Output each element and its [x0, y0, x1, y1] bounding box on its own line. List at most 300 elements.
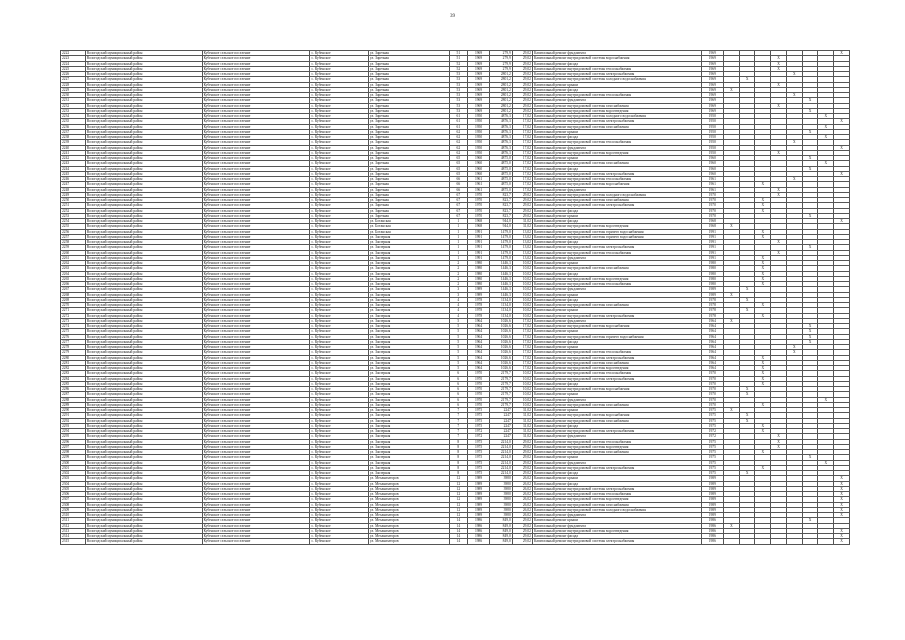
street-cell: ул. Заозерная: [368, 266, 449, 271]
area-cell: 849,0: [490, 539, 512, 544]
town-cell: с. Кубенское: [310, 56, 368, 61]
area-cell: 3980: [490, 481, 512, 486]
area-cell: 4876,3: [490, 119, 512, 124]
period-mark-cell: X: [834, 119, 850, 124]
row-number: 2224: [61, 61, 86, 66]
cost-cell: 17,02: [512, 145, 532, 150]
year-cell: 1950: [467, 150, 489, 155]
row-number: 2312: [61, 523, 86, 528]
cost-cell: 17,02: [512, 177, 532, 182]
plan-year-cell: 1950: [701, 119, 723, 124]
year-cell: 1986: [467, 528, 489, 533]
area-cell: 2247: [490, 423, 512, 428]
period-mark-cell: X: [802, 108, 818, 113]
town-cell: с. Кубенское: [310, 518, 368, 523]
work-type-cell: Капитальный ремонт фасада: [532, 481, 701, 486]
plan-year-cell: 1972: [701, 434, 723, 439]
plan-year-cell: 1989: [701, 507, 723, 512]
house-cell: 8: [449, 460, 467, 465]
cost-cell: 26,02: [512, 502, 532, 507]
region-cell: Вологодский муниципальный район: [85, 234, 202, 239]
year-cell: 1964: [467, 355, 489, 360]
settlement-cell: Кубенское сельское поселение: [202, 324, 310, 329]
area-cell: 2214,0: [490, 450, 512, 455]
year-cell: 1964: [467, 324, 489, 329]
plan-year-cell: 1970: [701, 198, 723, 203]
cost-cell: 17,02: [512, 318, 532, 323]
area-cell: 4876,3: [490, 135, 512, 140]
row-number: 2297: [61, 444, 86, 449]
town-cell: с. Кубенское: [310, 98, 368, 103]
settlement-cell: Кубенское сельское поселение: [202, 439, 310, 444]
street-cell: ул. Заозерная: [368, 334, 449, 339]
period-mark-cell: X: [802, 98, 818, 103]
year-cell: 1978: [467, 297, 489, 302]
town-cell: с. Кубенское: [310, 402, 368, 407]
street-cell: ул. Заречная: [368, 108, 449, 113]
region-cell: Вологодский муниципальный район: [85, 297, 202, 302]
row-number: 2279: [61, 350, 86, 355]
town-cell: с. Кубенское: [310, 234, 368, 239]
cost-cell: 29,02: [512, 518, 532, 523]
settlement-cell: Кубенское сельское поселение: [202, 460, 310, 465]
year-cell: 1969: [467, 82, 489, 87]
settlement-cell: Кубенское сельское поселение: [202, 229, 310, 234]
plan-year-cell: 1964: [701, 318, 723, 323]
area-cell: 1026,6: [490, 355, 512, 360]
house-cell: 12: [449, 481, 467, 486]
area-cell: 2214,0: [490, 444, 512, 449]
period-mark-cell: X: [755, 381, 771, 386]
town-cell: с. Кубенское: [310, 497, 368, 502]
row-number: 2264: [61, 271, 86, 276]
period-mark-cell: X: [834, 528, 850, 533]
area-cell: 1026,6: [490, 350, 512, 355]
plan-year-cell: 1989: [701, 502, 723, 507]
row-number: 2274: [61, 324, 86, 329]
town-cell: с. Кубенское: [310, 192, 368, 197]
region-cell: Вологодский муниципальный район: [85, 471, 202, 476]
region-cell: Вологодский муниципальный район: [85, 360, 202, 365]
work-type-cell: Капитальный ремонт фасада: [532, 219, 701, 224]
period-mark-cell: X: [818, 135, 834, 140]
region-cell: Вологодский муниципальный район: [85, 486, 202, 491]
settlement-cell: Кубенское сельское поселение: [202, 135, 310, 140]
row-number: 2223: [61, 56, 86, 61]
work-type-cell: Капитальный ремонт фасада: [532, 271, 701, 276]
year-cell: 1964: [467, 339, 489, 344]
work-type-cell: Капитальный ремонт внутридомовой системы теплоснабжения: [532, 177, 701, 182]
town-cell: с. Кубенское: [310, 72, 368, 77]
street-cell: ул. Заречная: [368, 177, 449, 182]
year-cell: 1969: [467, 103, 489, 108]
town-cell: с. Кубенское: [310, 114, 368, 119]
year-cell: 1980: [467, 266, 489, 271]
cost-cell: 29,02: [512, 192, 532, 197]
street-cell: ул. Механизаторов: [368, 523, 449, 528]
row-number: 2273: [61, 318, 86, 323]
row-number: 2238: [61, 135, 86, 140]
plan-year-cell: 1950: [701, 150, 723, 155]
area-cell: 2247: [490, 429, 512, 434]
settlement-cell: Кубенское сельское поселение: [202, 192, 310, 197]
street-cell: ул. Заозерная: [368, 350, 449, 355]
region-cell: Вологодский муниципальный район: [85, 255, 202, 260]
house-cell: 12: [449, 492, 467, 497]
work-type-cell: Капитальный ремонт крыши: [532, 392, 701, 397]
year-cell: 1970: [467, 371, 489, 376]
street-cell: ул. Заозерная: [368, 392, 449, 397]
street-cell: ул. Заозерная: [368, 423, 449, 428]
year-cell: 1950: [467, 140, 489, 145]
town-cell: с. Кубенское: [310, 171, 368, 176]
year-cell: 1950: [467, 145, 489, 150]
settlement-cell: Кубенское сельское поселение: [202, 371, 310, 376]
town-cell: с. Кубенское: [310, 450, 368, 455]
period-mark-cell: X: [755, 234, 771, 239]
period-mark-cell: X: [818, 161, 834, 166]
region-cell: Вологодский муниципальный район: [85, 135, 202, 140]
town-cell: с. Кубенское: [310, 297, 368, 302]
year-cell: 1964: [467, 329, 489, 334]
plan-year-cell: 1970: [701, 392, 723, 397]
year-cell: 1980: [467, 276, 489, 281]
plan-year-cell: 1975: [701, 450, 723, 455]
town-cell: с. Кубенское: [310, 51, 368, 56]
row-number: 2302: [61, 471, 86, 476]
plan-year-cell: 1964: [701, 329, 723, 334]
cost-cell: 31,02: [512, 408, 532, 413]
street-cell: ул. Заозерная: [368, 376, 449, 381]
cost-cell: 31,02: [512, 219, 532, 224]
town-cell: с. Кубенское: [310, 486, 368, 491]
settlement-cell: Кубенское сельское поселение: [202, 161, 310, 166]
cost-cell: 29,02: [512, 108, 532, 113]
period-mark-cell: X: [802, 166, 818, 171]
street-cell: ул. Заозерная: [368, 345, 449, 350]
row-number: 2284: [61, 376, 86, 381]
row-number: 2276: [61, 334, 86, 339]
plan-year-cell: 1969: [701, 61, 723, 66]
plan-year-cell: 1980: [701, 282, 723, 287]
town-cell: с. Кубенское: [310, 156, 368, 161]
plan-year-cell: 1989: [701, 492, 723, 497]
year-cell: 1969: [467, 87, 489, 92]
area-cell: 4875,0: [490, 161, 512, 166]
house-cell: 12: [449, 476, 467, 481]
house-cell: 7: [449, 418, 467, 423]
region-cell: Вологодский муниципальный район: [85, 171, 202, 176]
house-cell: 7: [449, 413, 467, 418]
plan-year-cell: 1960: [701, 171, 723, 176]
town-cell: с. Кубенское: [310, 77, 368, 82]
street-cell: ул. Ботанская: [368, 224, 449, 229]
house-cell: 12: [449, 507, 467, 512]
area-cell: 1479,0: [490, 250, 512, 255]
work-type-cell: Капитальный ремонт внутридомовой системы горячего водоснабжения: [532, 234, 701, 239]
house-cell: 65: [449, 166, 467, 171]
cost-cell: 17,02: [512, 114, 532, 119]
period-mark-cell: X: [786, 350, 802, 355]
area-cell: 279,9: [490, 66, 512, 71]
row-number: 2268: [61, 292, 86, 297]
area-cell: 2247: [490, 434, 512, 439]
work-type-cell: Капитальный ремонт фасада: [532, 381, 701, 386]
settlement-cell: Кубенское сельское поселение: [202, 203, 310, 208]
region-cell: Вологодский муниципальный район: [85, 98, 202, 103]
settlement-cell: Кубенское сельское поселение: [202, 266, 310, 271]
cost-cell: 29,02: [512, 93, 532, 98]
work-type-cell: Капитальный ремонт внутридомовой системы водоотведения: [532, 224, 701, 229]
work-type-cell: Капитальный ремонт внутридомовой системы электроснабжения: [532, 119, 701, 124]
region-cell: Вологодский муниципальный район: [85, 229, 202, 234]
work-type-cell: Капитальный ремонт фасада: [532, 471, 701, 476]
plan-year-cell: 1961: [701, 177, 723, 182]
street-cell: ул. Заречная: [368, 166, 449, 171]
house-cell: 1: [449, 255, 467, 260]
area-cell: 1446,3: [490, 287, 512, 292]
plan-year-cell: 1991: [701, 255, 723, 260]
town-cell: с. Кубенское: [310, 276, 368, 281]
area-cell: 1479,0: [490, 255, 512, 260]
street-cell: ул. Заозерная: [368, 402, 449, 407]
row-number: 2254: [61, 219, 86, 224]
town-cell: с. Кубенское: [310, 460, 368, 465]
town-cell: с. Кубенское: [310, 397, 368, 402]
town-cell: с. Кубенское: [310, 408, 368, 413]
year-cell: 1970: [467, 387, 489, 392]
year-cell: 1969: [467, 72, 489, 77]
settlement-cell: Кубенское сельское поселение: [202, 98, 310, 103]
town-cell: с. Кубенское: [310, 434, 368, 439]
settlement-cell: Кубенское сельское поселение: [202, 119, 310, 124]
row-number: 2296: [61, 439, 86, 444]
period-mark-cell: X: [771, 61, 787, 66]
settlement-cell: Кубенское сельское поселение: [202, 355, 310, 360]
house-cell: 4: [449, 297, 467, 302]
town-cell: с. Кубенское: [310, 140, 368, 145]
street-cell: ул. Заозерная: [368, 313, 449, 318]
cost-cell: 10,02: [512, 297, 532, 302]
year-cell: 1989: [467, 481, 489, 486]
cost-cell: 17,02: [512, 156, 532, 161]
row-number: 2285: [61, 381, 86, 386]
year-cell: 1978: [467, 313, 489, 318]
period-mark-cell: X: [739, 471, 755, 476]
work-type-cell: Капитальный ремонт внутридомовой системы газоснабжения: [532, 124, 701, 129]
area-cell: 2247: [490, 418, 512, 423]
row-number: 2286: [61, 387, 86, 392]
town-cell: с. Кубенское: [310, 366, 368, 371]
year-cell: 1950: [467, 114, 489, 119]
region-cell: Вологодский муниципальный район: [85, 476, 202, 481]
row-number: 2315: [61, 539, 86, 544]
house-cell: 1: [449, 224, 467, 229]
cost-cell: 10,02: [512, 271, 532, 276]
work-type-cell: Капитальный ремонт крыши: [532, 345, 701, 350]
area-cell: 3980: [490, 486, 512, 491]
town-cell: с. Кубенское: [310, 103, 368, 108]
period-mark-cell: X: [771, 434, 787, 439]
plan-year-cell: 1989: [701, 476, 723, 481]
town-cell: с. Кубенское: [310, 187, 368, 192]
town-cell: с. Кубенское: [310, 413, 368, 418]
region-cell: Вологодский муниципальный район: [85, 345, 202, 350]
cost-cell: 17,02: [512, 129, 532, 134]
work-type-cell: Капитальный ремонт фундамента: [532, 397, 701, 402]
year-cell: 1975: [467, 439, 489, 444]
town-cell: с. Кубенское: [310, 502, 368, 507]
street-cell: ул. Заозерная: [368, 276, 449, 281]
house-cell: 12: [449, 502, 467, 507]
cost-cell: 29,02: [512, 98, 532, 103]
area-cell: 2801,2: [490, 108, 512, 113]
cost-cell: 17,02: [512, 166, 532, 171]
plan-year-cell: 1975: [701, 444, 723, 449]
street-cell: ул. Механизаторов: [368, 539, 449, 544]
house-cell: 62: [449, 135, 467, 140]
street-cell: ул. Механизаторов: [368, 476, 449, 481]
street-cell: ул. Заозерная: [368, 413, 449, 418]
row-number: 2303: [61, 476, 86, 481]
year-cell: 1969: [467, 61, 489, 66]
plan-year-cell: 1989: [701, 513, 723, 518]
work-type-cell: Капитальный ремонт внутридомовой системы теплоснабжения: [532, 250, 701, 255]
work-type-cell: Капитальный ремонт крыши: [532, 518, 701, 523]
town-cell: с. Кубенское: [310, 429, 368, 434]
street-cell: ул. Заозерная: [368, 339, 449, 344]
row-number: 2239: [61, 140, 86, 145]
year-cell: 1964: [467, 366, 489, 371]
house-cell: 6: [449, 402, 467, 407]
period-mark-cell: X: [755, 429, 771, 434]
register-body: [61, 51, 850, 545]
house-cell: 53: [449, 87, 467, 92]
row-number: 2304: [61, 481, 86, 486]
cost-cell: 17,02: [512, 345, 532, 350]
cost-cell: 26,02: [512, 476, 532, 481]
work-type-cell: Капитальный ремонт внутридомовой системы теплоснабжения: [532, 371, 701, 376]
street-cell: ул. Заречная: [368, 198, 449, 203]
area-cell: 1446,3: [490, 282, 512, 287]
street-cell: ул. Заозерная: [368, 318, 449, 323]
cost-cell: 10,02: [512, 261, 532, 266]
plan-year-cell: 1991: [701, 229, 723, 234]
house-cell: 2: [449, 266, 467, 271]
area-cell: 1134,0: [490, 313, 512, 318]
area-cell: 823,7: [490, 192, 512, 197]
row-number: 2240: [61, 145, 86, 150]
year-cell: 1991: [467, 240, 489, 245]
cost-cell: 29,02: [512, 82, 532, 87]
year-cell: 1991: [467, 250, 489, 255]
work-type-cell: Капитальный ремонт внутридомовой системы теплоснабжения: [532, 492, 701, 497]
house-cell: 6: [449, 392, 467, 397]
work-type-cell: Капитальный ремонт внутридомовой системы теплоснабжения: [532, 93, 701, 98]
row-number: 2226: [61, 72, 86, 77]
row-number: 2306: [61, 492, 86, 497]
year-cell: 1989: [467, 476, 489, 481]
town-cell: с. Кубенское: [310, 161, 368, 166]
house-cell: 5: [449, 345, 467, 350]
house-cell: 8: [449, 465, 467, 470]
settlement-cell: Кубенское сельское поселение: [202, 523, 310, 528]
cost-cell: 26,02: [512, 492, 532, 497]
row-number: 2292: [61, 418, 86, 423]
street-cell: ул. Механизаторов: [368, 534, 449, 539]
row-number: 2265: [61, 276, 86, 281]
cost-cell: 13,02: [512, 234, 532, 239]
area-cell: 279,9: [490, 56, 512, 61]
region-cell: Вологодский муниципальный район: [85, 418, 202, 423]
period-mark-cell: X: [818, 124, 834, 129]
settlement-cell: Кубенское сельское поселение: [202, 318, 310, 323]
area-cell: 1479,0: [490, 245, 512, 250]
street-cell: ул. Заречная: [368, 203, 449, 208]
period-mark-cell: X: [802, 129, 818, 134]
street-cell: ул. Заречная: [368, 114, 449, 119]
row-number: 2242: [61, 156, 86, 161]
region-cell: Вологодский муниципальный район: [85, 213, 202, 218]
street-cell: ул. Заречная: [368, 129, 449, 134]
year-cell: 1989: [467, 513, 489, 518]
year-cell: 1989: [467, 502, 489, 507]
street-cell: ул. Заозерная: [368, 292, 449, 297]
house-cell: 3: [449, 292, 467, 297]
plan-year-cell: 1969: [701, 87, 723, 92]
cost-cell: 29,02: [512, 450, 532, 455]
settlement-cell: Кубенское сельское поселение: [202, 103, 310, 108]
area-cell: 2801,2: [490, 77, 512, 82]
house-cell: 6: [449, 387, 467, 392]
settlement-cell: Кубенское сельское поселение: [202, 350, 310, 355]
cost-cell: 29,02: [512, 77, 532, 82]
town-cell: с. Кубенское: [310, 444, 368, 449]
plan-year-cell: 1964: [701, 339, 723, 344]
region-cell: Вологодский муниципальный район: [85, 114, 202, 119]
area-cell: 2801,2: [490, 87, 512, 92]
row-number: 2291: [61, 413, 86, 418]
settlement-cell: Кубенское сельское поселение: [202, 240, 310, 245]
settlement-cell: Кубенское сельское поселение: [202, 245, 310, 250]
town-cell: с. Кубенское: [310, 476, 368, 481]
town-cell: с. Кубенское: [310, 66, 368, 71]
settlement-cell: Кубенское сельское поселение: [202, 213, 310, 218]
year-cell: 1978: [467, 308, 489, 313]
year-cell: 1986: [467, 518, 489, 523]
plan-year-cell: 1969: [701, 108, 723, 113]
plan-year-cell: 1950: [701, 114, 723, 119]
street-cell: ул. Заречная: [368, 140, 449, 145]
period-mark-cell: X: [755, 450, 771, 455]
street-cell: ул. Механизаторов: [368, 497, 449, 502]
area-cell: 2179,7: [490, 371, 512, 376]
street-cell: ул. Заозерная: [368, 387, 449, 392]
house-cell: 61: [449, 124, 467, 129]
work-type-cell: Капитальный ремонт внутридомовой системы электроснабжения: [532, 429, 701, 434]
area-cell: 4875,0: [490, 166, 512, 171]
region-cell: Вологодский муниципальный район: [85, 518, 202, 523]
year-cell: 1969: [467, 51, 489, 56]
region-cell: Вологодский муниципальный район: [85, 539, 202, 544]
house-cell: 67: [449, 208, 467, 213]
cost-cell: 10,02: [512, 292, 532, 297]
plan-year-cell: 1975: [701, 418, 723, 423]
settlement-cell: Кубенское сельское поселение: [202, 129, 310, 134]
house-cell: 61: [449, 114, 467, 119]
area-cell: 4875,0: [490, 187, 512, 192]
cost-cell: 10,02: [512, 313, 532, 318]
